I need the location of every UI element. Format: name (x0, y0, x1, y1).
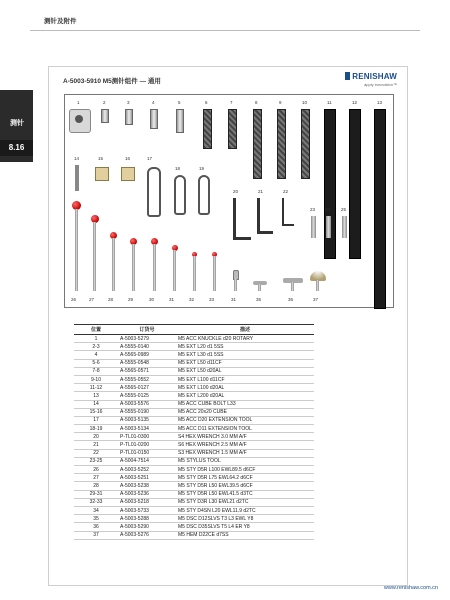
cell-description: M5 STYLUS TOOL (176, 457, 314, 465)
stylus-stem (173, 250, 176, 291)
table-row (74, 531, 314, 539)
section-tab-label: 测针 (10, 120, 24, 127)
column-header-order-number: 订货号 (118, 325, 176, 335)
table-row (74, 392, 314, 400)
cell-order-number: A-5003-5288 (118, 515, 176, 523)
part-label: 22 (283, 189, 289, 194)
table-row (74, 400, 314, 408)
carbon-extension (277, 109, 286, 179)
extension-part (101, 109, 109, 123)
table-row (74, 506, 314, 514)
table-row (74, 482, 314, 490)
part-label: 33 (209, 297, 215, 302)
cell-description: M5 EXT L200 d20AL (176, 392, 314, 400)
cell-description: M5 EXT L50 d20AL (176, 367, 314, 375)
cell-description: M5 ACC CUBE BOLT L33 (176, 400, 314, 408)
table-row (74, 515, 314, 523)
part-label: 21 (258, 189, 264, 194)
hex-wrench (233, 237, 251, 240)
stylus-tool (311, 216, 316, 238)
cell-description: M5 EXT L30 d1 5SS (176, 351, 314, 359)
part-label: 20 (233, 189, 239, 194)
stylus-stem (132, 244, 135, 291)
parts-table (74, 324, 314, 540)
cell-position: 9-10 (74, 375, 118, 383)
stylus-stem (316, 280, 319, 291)
table-row (74, 466, 314, 474)
part-label: 30 (149, 297, 155, 302)
cube-bolt (75, 165, 79, 191)
part-label: 18 (175, 166, 181, 171)
cell-position: 1 (74, 335, 118, 343)
aluminium-extension (349, 109, 361, 259)
stylus-stem (75, 209, 78, 291)
part-label: 16 (125, 156, 131, 161)
part-label: 8 (255, 100, 258, 105)
part-label: 2 (103, 100, 106, 105)
cell-order-number: A-5555-0190 (118, 408, 176, 416)
page-header (30, 10, 420, 32)
brand-logo (345, 72, 397, 87)
cube-part (95, 167, 109, 181)
stylus-stem (234, 279, 237, 291)
table-row (74, 359, 314, 367)
aluminium-extension (374, 109, 386, 309)
stylus-stem (153, 244, 156, 291)
extension-tool (174, 175, 186, 215)
extension-tool (147, 167, 161, 217)
brand-name: RENISHAW (345, 72, 397, 81)
column-header-position: 位置 (74, 325, 118, 335)
kit-panel (48, 66, 408, 586)
stylus-tool (326, 216, 331, 238)
cell-order-number: A-5003-5251 (118, 474, 176, 482)
cell-order-number: A-5003-5252 (118, 466, 176, 474)
table-row (74, 490, 314, 498)
cell-description: S4 HEX WRENCH 3.0 MM A/F (176, 433, 314, 441)
part-label: 27 (89, 297, 95, 302)
extension-part (176, 109, 184, 133)
part-label: 3 (127, 100, 130, 105)
cell-position: 28 (74, 482, 118, 490)
cell-position: 29-31 (74, 490, 118, 498)
cell-position: 4 (74, 351, 118, 359)
cell-order-number: P-TL01-0200 (118, 441, 176, 449)
table-row (74, 449, 314, 457)
part-label: 1 (77, 100, 80, 105)
part-label: 19 (199, 166, 205, 171)
part-label: 28 (108, 297, 114, 302)
carbon-extension (203, 109, 212, 149)
part-label: 14 (74, 156, 80, 161)
cell-description: M5 STY D4SN L20 EWL11.9 d2TC (176, 506, 314, 514)
cell-order-number: A-5003-5576 (118, 400, 176, 408)
hex-wrench (282, 224, 294, 226)
stylus-stem (258, 284, 261, 291)
cell-order-number: A-5003-5218 (118, 498, 176, 506)
cell-order-number: A-5555-0548 (118, 359, 176, 367)
table-row (74, 523, 314, 531)
cell-position: 13 (74, 392, 118, 400)
cell-position: 17 (74, 416, 118, 424)
cell-position: 20 (74, 433, 118, 441)
cell-position: 5-6 (74, 359, 118, 367)
cell-description: M5 DSC D12SLVS T3 L3 EWL Y8 (176, 515, 314, 523)
stylus-tool (342, 216, 347, 238)
stylus-stem (112, 238, 115, 291)
extension-part (150, 109, 158, 129)
cell-description: M5 ACC D11 EXTENSION TOOL (176, 425, 314, 433)
cell-order-number: A-5003-5238 (118, 482, 176, 490)
cell-position: 36 (74, 523, 118, 531)
part-label: 25 (341, 207, 347, 212)
cell-order-number: A-5003-5276 (118, 531, 176, 539)
part-label: 36 (288, 297, 294, 302)
table-row (74, 335, 314, 343)
cell-order-number: A-5003-5135 (118, 416, 176, 424)
cell-position: 15-16 (74, 408, 118, 416)
cell-order-number: A-5003-5290 (118, 523, 176, 531)
hex-wrench (233, 198, 236, 240)
cell-order-number: A-5555-0125 (118, 392, 176, 400)
carbon-extension (301, 109, 310, 179)
footer-url: www.renishaw.com.cn (383, 585, 438, 591)
cell-order-number: A-5003-5236 (118, 490, 176, 498)
cell-description: S3 HEX WRENCH 1.5 MM A/F (176, 449, 314, 457)
table-header-row (74, 325, 314, 335)
hex-wrench (257, 231, 273, 234)
cell-position: 37 (74, 531, 118, 539)
cell-order-number: A-5565-0989 (118, 351, 176, 359)
cell-description: M5 ACC D20 EXTENSION TOOL (176, 416, 314, 424)
part-label: 31 (231, 297, 237, 302)
cell-position: 22 (74, 449, 118, 457)
cell-description: M5 HEM D22CE d7SS (176, 531, 314, 539)
cell-description: M5 STY D3R L30 EWL21 d2TC (176, 498, 314, 506)
part-label: 32 (189, 297, 195, 302)
table-row (74, 498, 314, 506)
cell-position: 32-33 (74, 498, 118, 506)
table-row (74, 457, 314, 465)
stylus-stem (193, 256, 196, 291)
cell-position: 2-3 (74, 343, 118, 351)
table-row (74, 375, 314, 383)
cell-order-number: A-5003-5279 (118, 335, 176, 343)
stylus-stem (93, 222, 96, 291)
stylus-stem (213, 256, 216, 291)
column-header-description: 描述 (176, 325, 314, 335)
parts-table-body (74, 335, 314, 540)
cell-description: M5 ACC KNUCKLE d20 ROTARY (176, 335, 314, 343)
part-label: 31 (169, 297, 175, 302)
hex-wrench (257, 198, 260, 234)
table-row (74, 384, 314, 392)
header-divider (30, 30, 420, 31)
table-row (74, 433, 314, 441)
cell-description: M5 EXT L100 d11CF (176, 375, 314, 383)
part-label: 15 (98, 156, 104, 161)
part-label: 4 (152, 100, 155, 105)
carbon-extension (253, 109, 262, 179)
table-row (74, 367, 314, 375)
part-label: 10 (302, 100, 308, 105)
cell-position: 14 (74, 400, 118, 408)
cell-description: M5 STY D5R L75 EWL64.2 d6CF (176, 474, 314, 482)
page-number: 8.16 (0, 140, 33, 156)
brand-tagline: apply innovation™ (364, 82, 397, 87)
cell-description: M5 EXT L50 d11CF (176, 359, 314, 367)
table-row (74, 441, 314, 449)
part-label: 29 (128, 297, 134, 302)
cell-order-number: A-5555-0552 (118, 375, 176, 383)
page-header-title: 测针及附件 (44, 18, 77, 25)
part-label: 26 (71, 297, 77, 302)
cell-order-number: P-TL01-0300 (118, 433, 176, 441)
cell-order-number: A-5003-5733 (118, 506, 176, 514)
part-label: 13 (377, 100, 383, 105)
cell-description: M5 DSC D35SLVS T5 L4 ER Y8 (176, 523, 314, 531)
cell-order-number: A-5004-7514 (118, 457, 176, 465)
part-label: 7 (230, 100, 233, 105)
cell-position: 35 (74, 515, 118, 523)
hex-wrench (282, 198, 284, 226)
cell-position: 26 (74, 466, 118, 474)
cell-position: 18-19 (74, 425, 118, 433)
table-row (74, 408, 314, 416)
cell-order-number: A-5565-0127 (118, 384, 176, 392)
part-label: 9 (279, 100, 282, 105)
cell-position: 11-12 (74, 384, 118, 392)
part-label: 37 (313, 297, 319, 302)
cell-position: 23-25 (74, 457, 118, 465)
kit-title: A-5003-5910 M5测针组件 — 通用 (63, 78, 161, 85)
cell-description: M5 STY D5R L50 EWL39.5 d6CF (176, 482, 314, 490)
table-row (74, 416, 314, 424)
cell-order-number: P-TL01-0150 (118, 449, 176, 457)
brand-bar-icon (345, 72, 350, 80)
knuckle-screw (75, 115, 83, 123)
part-label: 5 (178, 100, 181, 105)
cell-order-number: A-5003-5134 (118, 425, 176, 433)
cell-description: M5 STY D5R L50 EWL41.5 d3TC (176, 490, 314, 498)
extension-tool (198, 175, 210, 215)
part-label: 24 (325, 207, 331, 212)
stylus-stem (291, 282, 294, 291)
cell-position: 21 (74, 441, 118, 449)
cell-description: M5 ACC 20x20 CUBE (176, 408, 314, 416)
part-label: 12 (352, 100, 358, 105)
table-row (74, 474, 314, 482)
part-label: 17 (147, 156, 153, 161)
table-row (74, 343, 314, 351)
part-label: 6 (205, 100, 208, 105)
cell-description: M5 EXT L100 d20AL (176, 384, 314, 392)
cell-description: S6 HEX WRENCH 2.5 MM A/F (176, 441, 314, 449)
cube-part (121, 167, 135, 181)
cell-position: 7-8 (74, 367, 118, 375)
part-label: 23 (310, 207, 316, 212)
table-row (74, 351, 314, 359)
part-label: 35 (256, 297, 262, 302)
table-row (74, 425, 314, 433)
cell-position: 34 (74, 506, 118, 514)
cell-order-number: A-5555-0140 (118, 343, 176, 351)
cell-order-number: A-5565-0571 (118, 367, 176, 375)
cell-description: M5 STY D5R L100 EWL89.5 d6CF (176, 466, 314, 474)
part-label: 11 (327, 100, 332, 105)
product-image (64, 94, 394, 308)
cell-description: M5 EXT L20 d1 5SS (176, 343, 314, 351)
extension-part (125, 109, 133, 125)
carbon-extension (228, 109, 237, 149)
cell-position: 27 (74, 474, 118, 482)
